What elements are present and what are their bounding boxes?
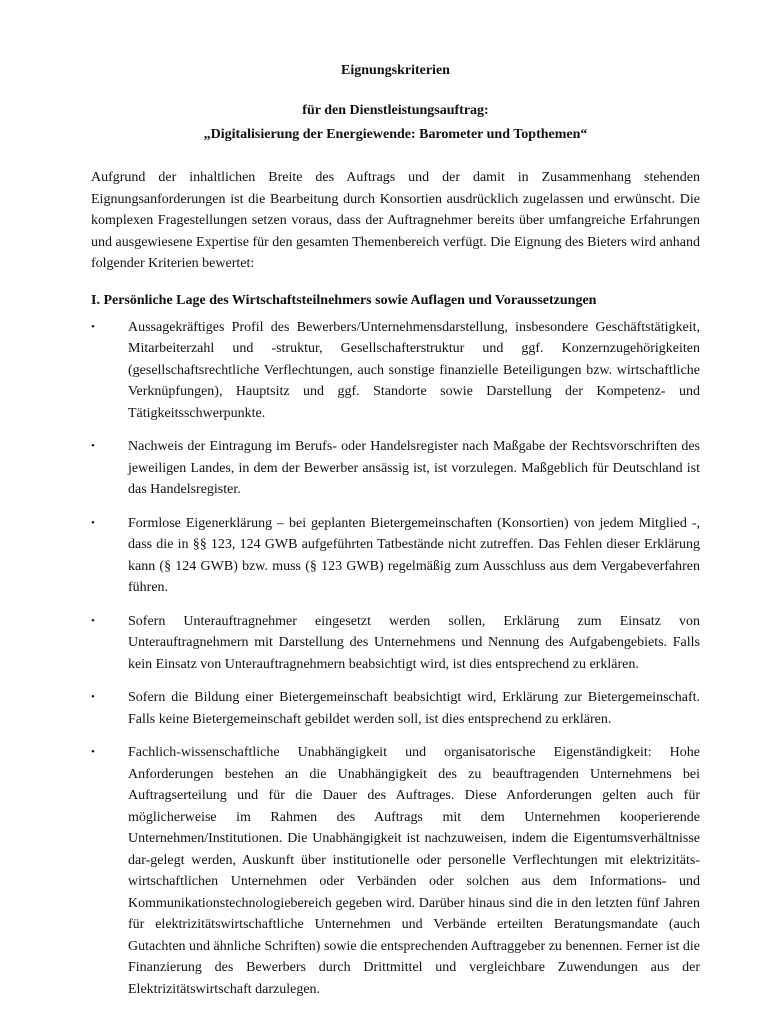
criteria-list: [91, 317, 700, 1001]
document-subtitle: für den Dienstleistungsauftrag:: [302, 103, 489, 118]
criterion-text: Nachweis der Eintragung im Berufs- oder Handelsregister nach Maßgabe der Rechtsvorschriften des jeweiligen Landes, in dem der Bewerber ansässig ist, ist vorzulegen. Maßgeblich für Deutschland ist das Handelsregister.: [128, 439, 700, 497]
bullet-icon: •: [91, 691, 95, 703]
document-subject: „Digitalisierung der Energiewende: Barometer und Topthemen“: [203, 127, 588, 142]
bullet-icon: •: [91, 614, 95, 627]
intro-paragraph: Aufgrund der inhaltlichen Breite des Auftrags und der damit in Zusammenhang stehenden Eignungsanforderungen ist die Bearbeitung durch Konsortien ausdrücklich zugelassen und erwünscht. Die komplexen Fragestellungen setzen voraus, dass der Auftragnehmer bereits über umfangreiche Erfahrungen und ausgewiesene Expertise für den gesamten Themenbereich verfügt. Die Eignung des Bieters wird anhand folgender Kriterien bewertet:: [91, 170, 700, 271]
bullet-icon: •: [91, 440, 95, 452]
bullet-icon: •: [91, 320, 95, 333]
document-title: Eignungskriterien: [341, 63, 450, 78]
criterion-item: [91, 436, 700, 501]
criterion-item: [91, 687, 700, 730]
criterion-text: Fachlich-wissenschaftliche Unabhängigkeit und organisatorische Eigenständigkeit: Hohe Anforderungen bestehen an die Unabhängigkeit des zu beauftragenden Unternehmens bei Auftragserteilung und für die Dauer des Auftrages. Diese Anforderungen gelten auch für möglicherweise im Rahmen des Auftrags mit dem Unternehmen kooperierende Unternehmen/Institutionen. Die Unabhängigkeit ist nachzuweisen, indem die Eigentumsverhältnisse dar-gelegt werden, Auskunft über institutionelle oder personelle Verflechtungen mit elektrizitäts-wirtschaftlichen Unternehmen oder Verbänden oder solchen aus dem Informations- und Kommunikationstechnologiebereich gegeben wird. Darüber hinaus sind die in den letzten fünf Jahren für elektrizitätswirtschaftliche Unternehmen und Verbände erteilten Beratungsmandate (auch Gutachten und ähnliche Schriften) sowie die entsprechenden Auftraggeber zu benennen. Ferner ist die Finanzierung des Bewerbers durch Drittmittel und vergleichbare Zuwendungen aus der Elektrizitätswirtschaft darzulegen.: [128, 745, 700, 997]
criterion-item: [91, 611, 700, 676]
criterion-item: [91, 742, 700, 1000]
criterion-text: Formlose Eigenerklärung – bei geplanten Bietergemeinschaften (Konsortien) von jedem Mitglied -, dass die in §§ 123, 124 GWB aufgeführten Tatbestände nicht zutreffen. Das Fehlen dieser Erklärung kann (§ 124 GWB) bzw. muss (§ 123 GWB) regelmäßig zum Ausschluss aus dem Vergabeverfahren führen.: [128, 515, 700, 595]
criterion-item: [91, 317, 700, 425]
bullet-icon: •: [91, 746, 95, 758]
criterion-item: [91, 513, 700, 599]
criterion-text: Sofern die Bildung einer Bietergemeinschaft beabsichtigt wird, Erklärung zur Bietergemeinschaft. Falls keine Bietergemeinschaft gebildet werden soll, ist dies entsprechend zu erklären.: [128, 690, 700, 727]
bullet-icon: •: [91, 516, 95, 529]
criterion-text: Sofern Unterauftragnehmer eingesetzt werden sollen, Erklärung zum Einsatz von Unterauftragnehmern mit Darstellung des Unternehmens und Nennung des Aufgabengebiets. Falls kein Einsatz von Unterauftragnehmern beabsichtigt wird, ist dies entsprechend zu erklären.: [128, 613, 700, 672]
section-heading: I. Persönliche Lage des Wirtschaftsteilnehmers sowie Auflagen und Voraussetzungen: [91, 292, 597, 308]
criterion-text: Aussagekräftiges Profil des Bewerbers/Unternehmensdarstellung, insbesondere Geschäftstätigkeit, Mitarbeiterzahl und -struktur, Gesellschafterstruktur und ggf. Konzernzugehörigkeiten (gesellschaftsrechtliche Verflechtungen, auch sonstige finanzielle Beteiligungen bzw. wirtschaftliche Verknüpfungen), Hauptsitz und ggf. Standorte sowie Darstellung der Kompetenz- und Tätigkeitsschwerpunkte.: [128, 319, 700, 421]
